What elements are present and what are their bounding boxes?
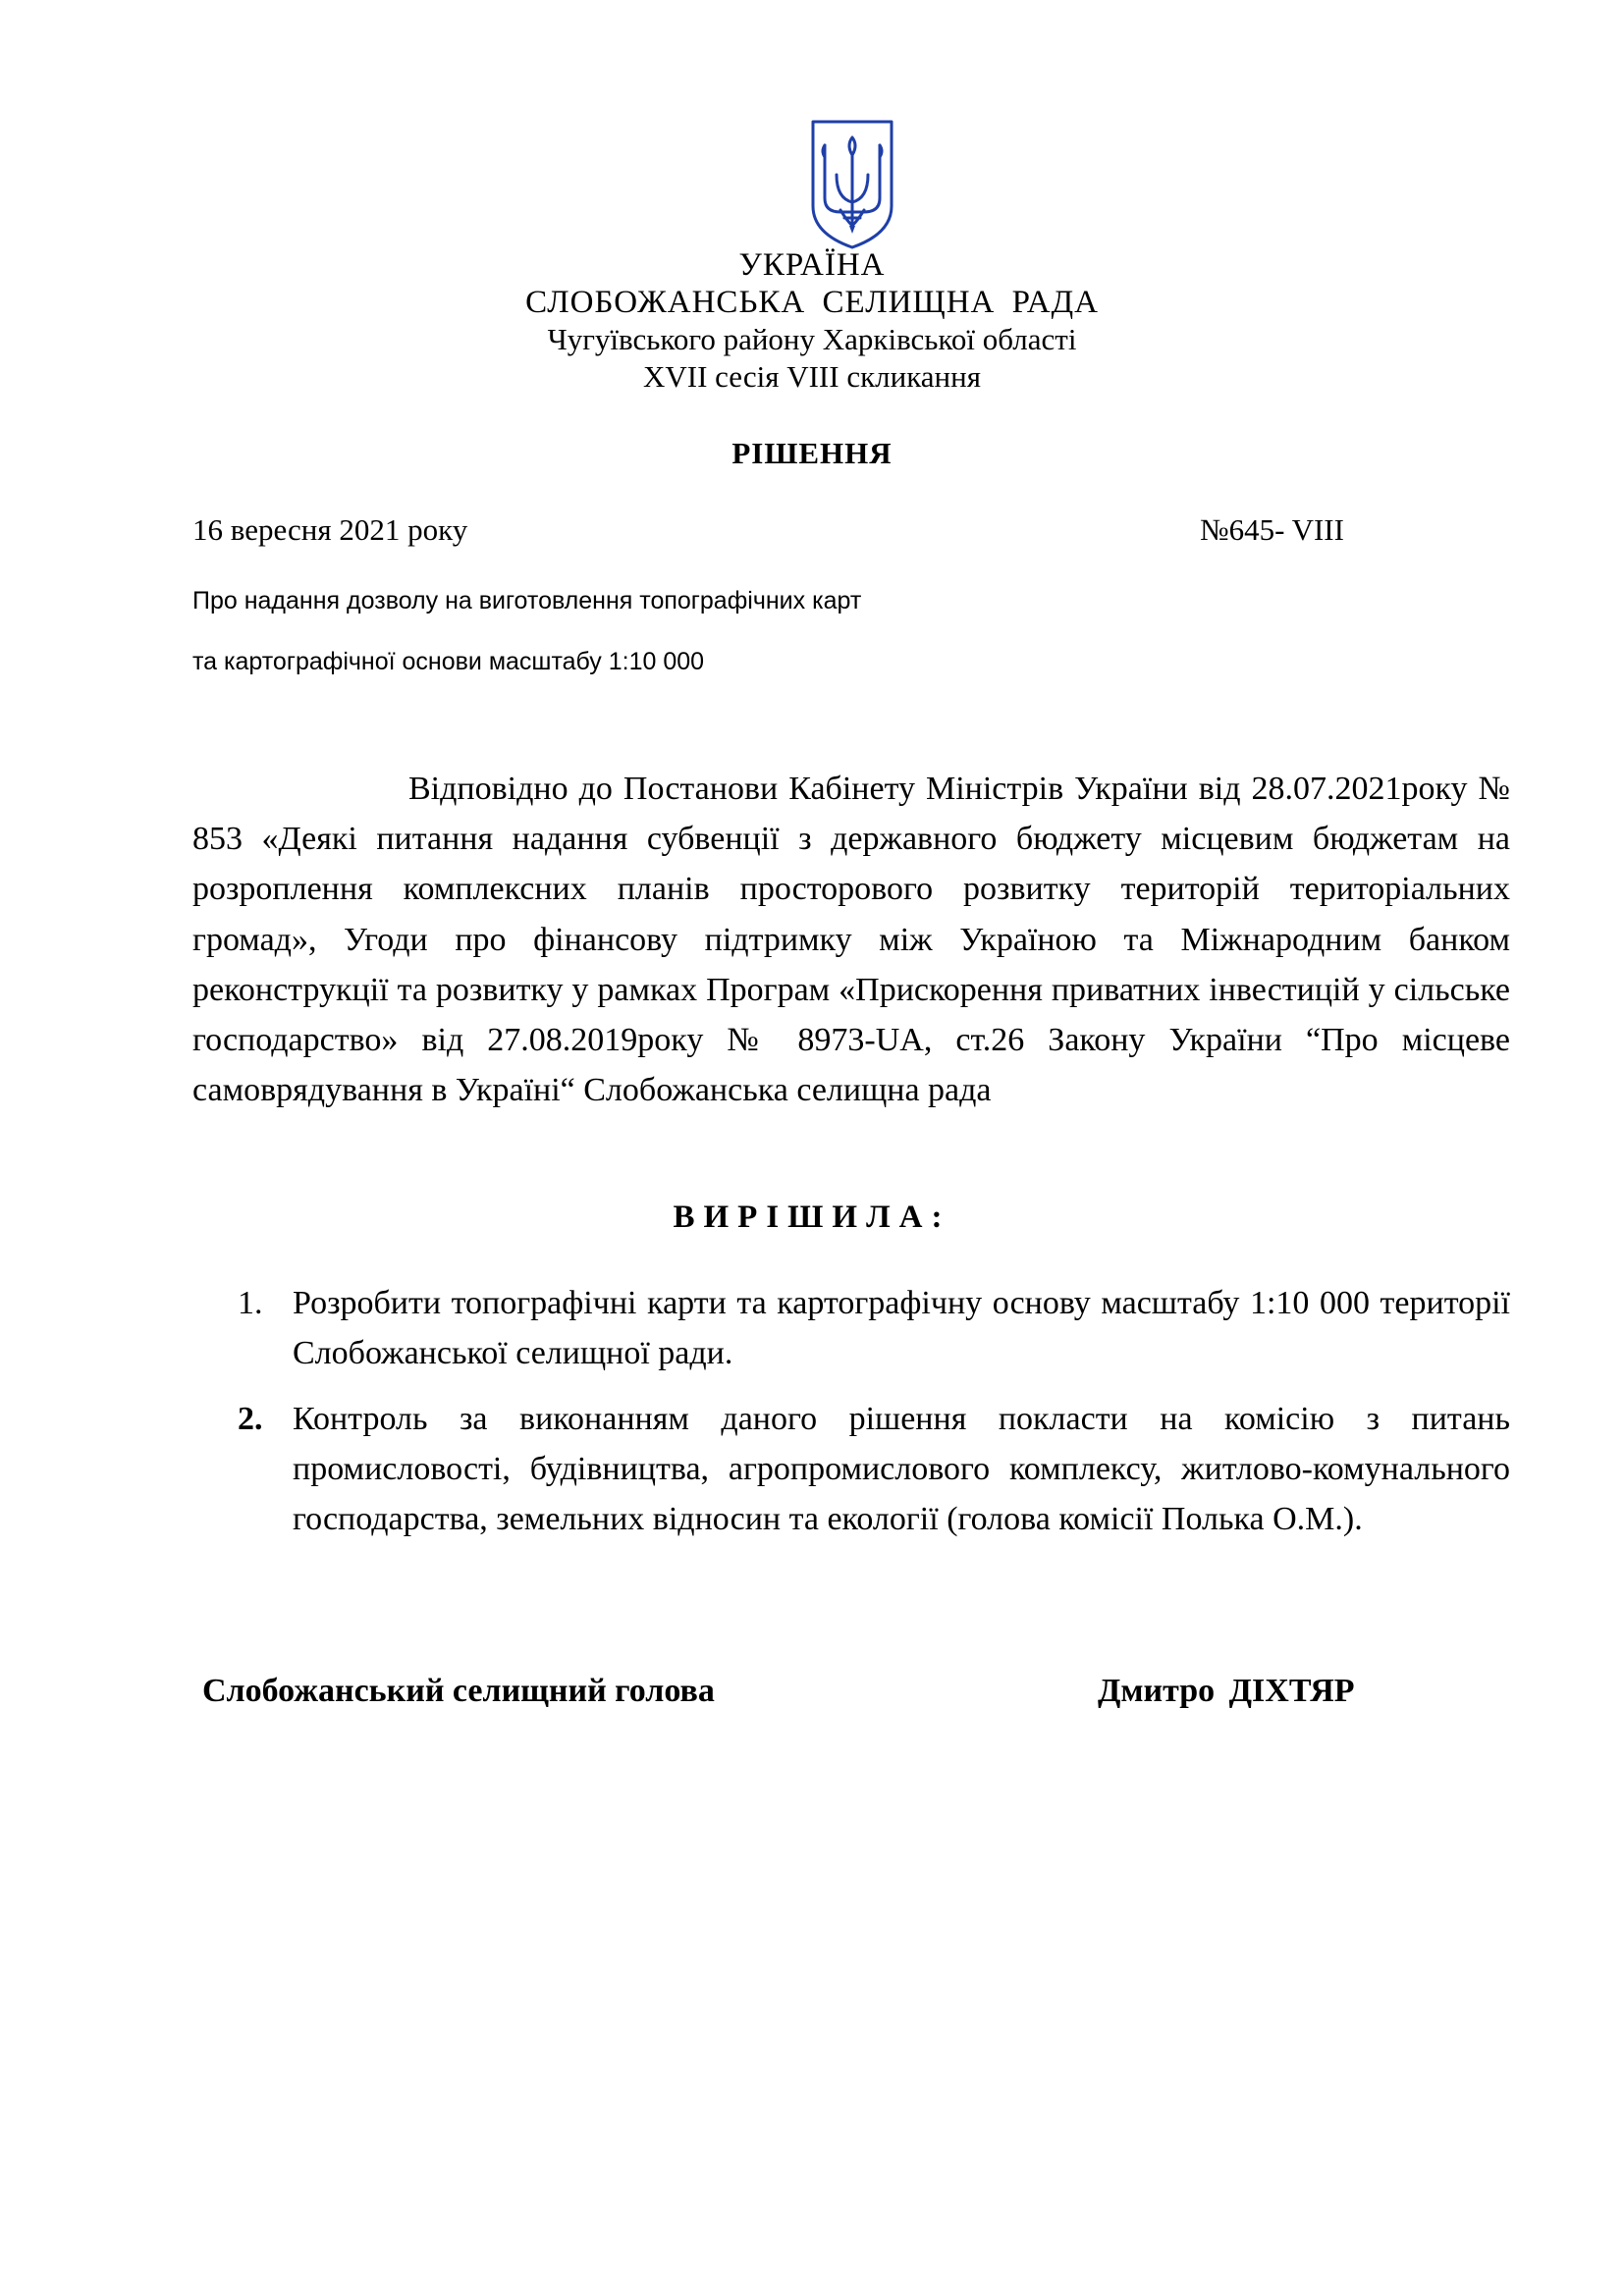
session-info: XVII сесія VIII скликання bbox=[643, 359, 981, 394]
decision-date: 16 вересня 2021 року bbox=[192, 512, 468, 547]
subject-line-1: Про надання дозволу на виготовлення топографічних карт bbox=[192, 587, 862, 614]
list-item bbox=[238, 1278, 1510, 1378]
list-item bbox=[238, 1394, 1510, 1545]
signatory-title: Слобожанський селищний голова bbox=[202, 1673, 715, 1709]
resolved-heading: ВИРІШИЛА: bbox=[673, 1200, 951, 1235]
subject-line-2: та картографічної основи масштабу 1:10 000 bbox=[192, 648, 705, 675]
list-item-number: 2. bbox=[238, 1401, 263, 1437]
preamble-paragraph: Відповідно до Постанови Кабінету Міністрів України від 28.07.2021року № 853 «Деякі питання надання субвенції з державного бюджету місцевим бюджетам на розроплення комплексних планів просторового розвитку територій територіальних громад», Угоди про фінансову підтримку між Україною та Міжнародним банком реконструкції та розвитку у рамках Програм «Прискорення приватних інвестицій у сільське господарство» від 27.08.2019року № 8973-UA, ст.26 Закону України “Про місцеве самоврядування в Україні“ Слобожанська селищна рада bbox=[192, 771, 1510, 1109]
country-title: УКРАЇНА bbox=[738, 247, 886, 283]
list-item-text: Контроль за виконанням даного рішення покласти на комісію з питань промисловості, будівництва, агропромислового комплексу, житлово-комунального господарства, земельних відносин та екології (голова комісії Полька О.М.). bbox=[293, 1401, 1510, 1538]
signatory-name: Дмитро ДІХТЯР bbox=[1098, 1673, 1355, 1709]
list-item-text: Розробити топографічні карти та картографічну основу масштабу 1:10 000 території Слобожанської селищної ради. bbox=[293, 1285, 1510, 1372]
document-type: РІШЕННЯ bbox=[731, 436, 893, 470]
council-name: СЛОБОЖАНСЬКА СЕЛИЩНА РАДА bbox=[525, 285, 1099, 320]
decision-number: №645- VIII bbox=[1200, 512, 1344, 547]
district-name: Чугуївського району Харківської області bbox=[547, 322, 1077, 356]
ukraine-trident-icon bbox=[807, 116, 897, 251]
list-item-number: 1. bbox=[238, 1285, 263, 1321]
